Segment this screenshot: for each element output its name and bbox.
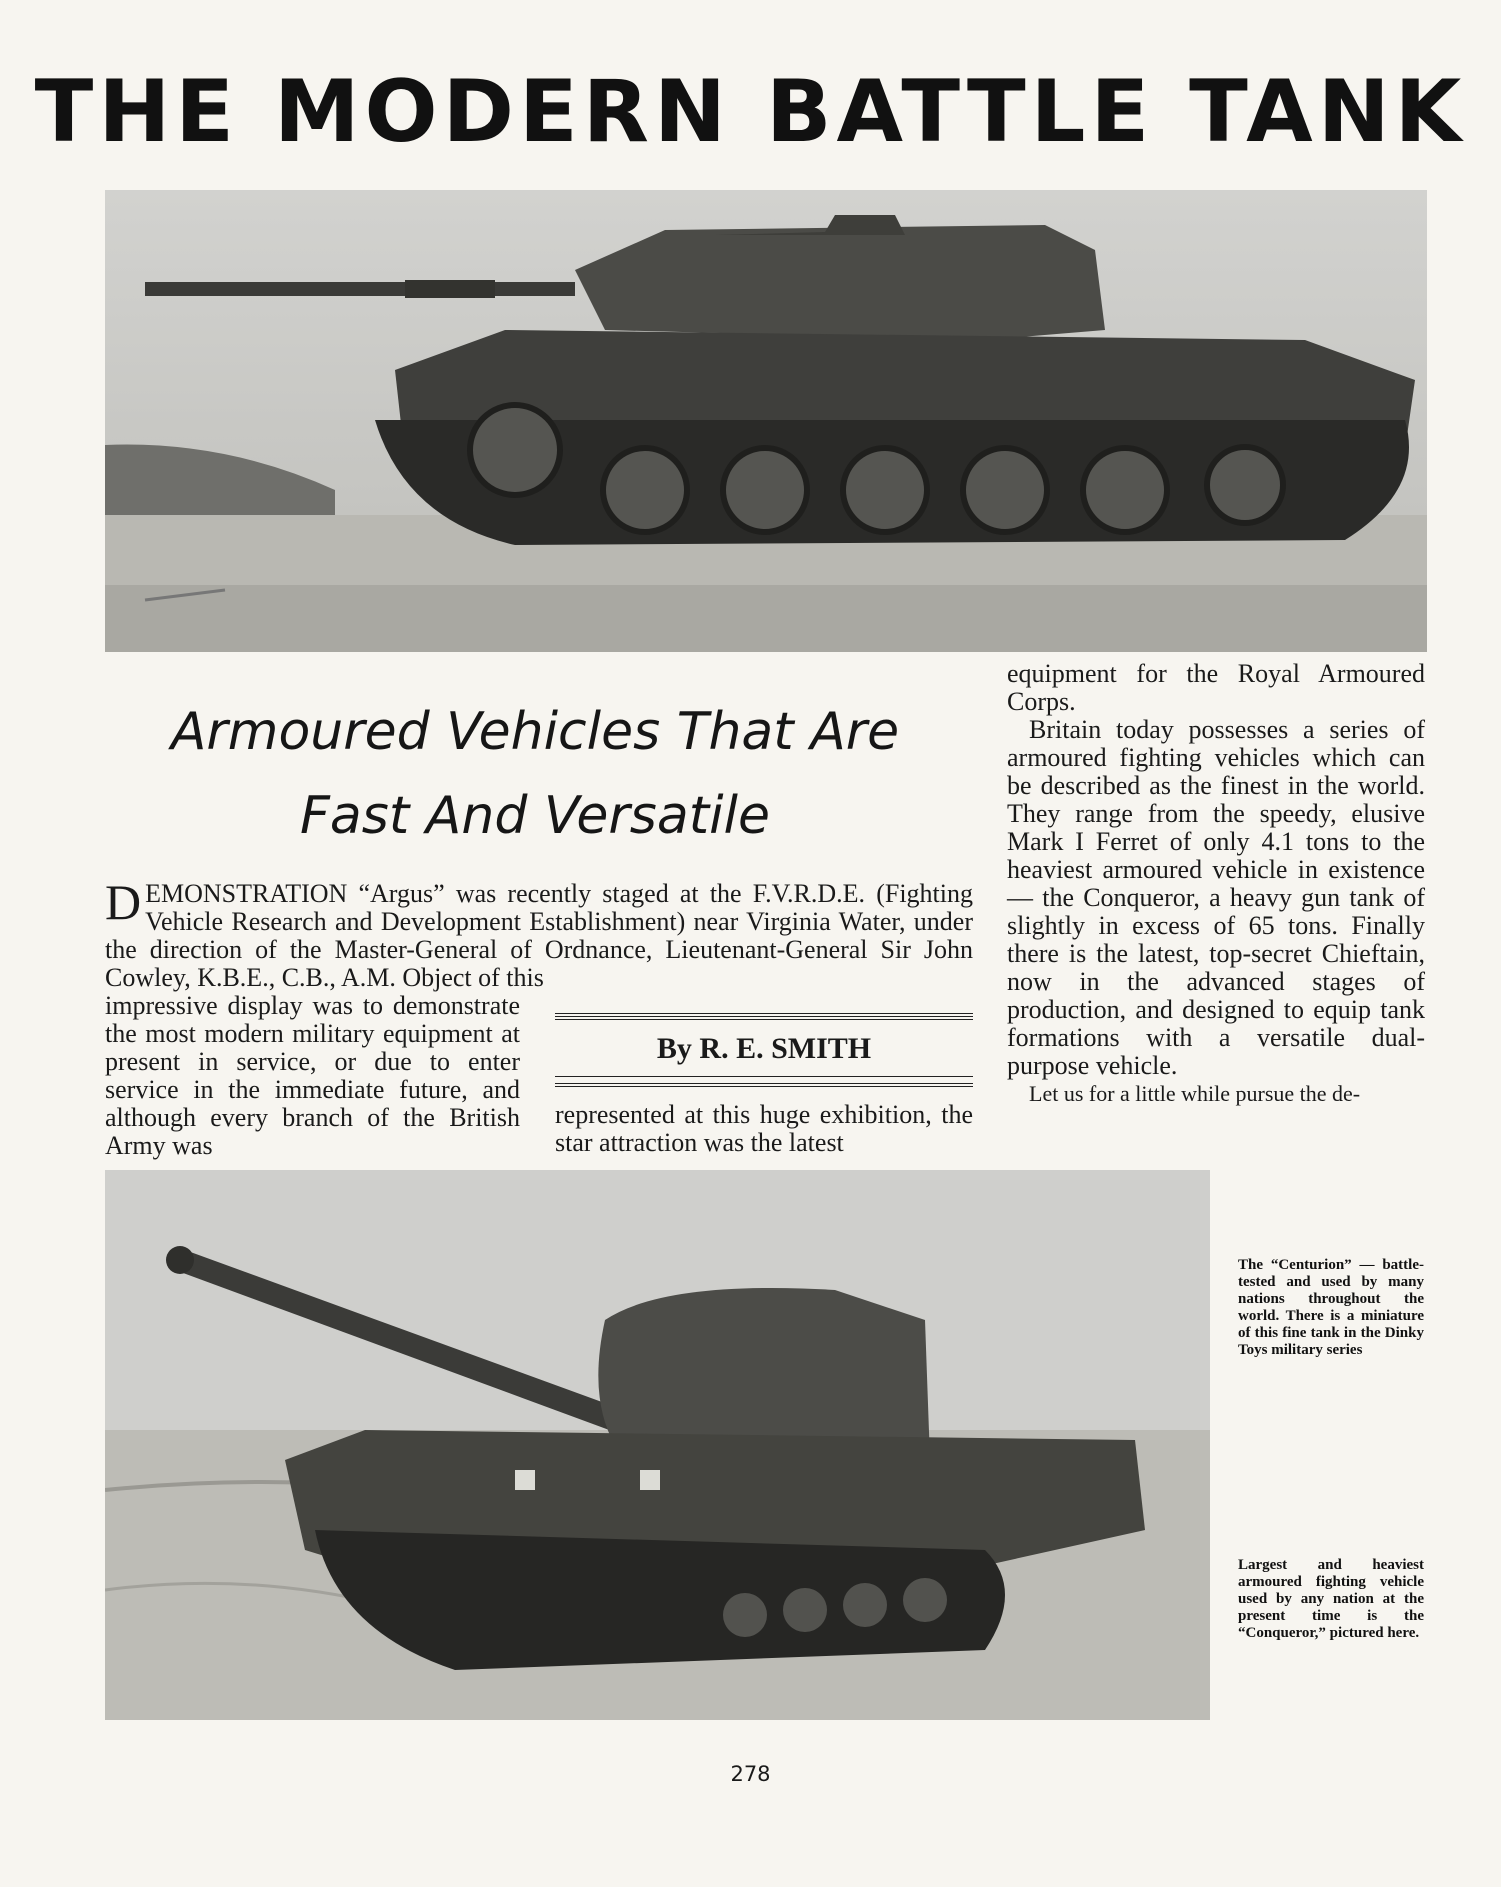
- centurion-tank-photo: [105, 190, 1427, 652]
- byline: [555, 1013, 973, 1087]
- article-column-middle: represented at this huge exhibition, the star attraction was the latest: [555, 1100, 973, 1157]
- page-number: 278: [730, 1762, 771, 1786]
- right-paragraph-1: equipment for the Royal Armoured Corps.: [1007, 659, 1425, 716]
- right-paragraph-3: Let us for a little while pursue the de-: [1029, 1081, 1361, 1106]
- centurion-caption: The “Centurion” — battle-tested and used by many nations throughout the world. There is a miniature of this fine tank in the Dinky Toys military series: [1238, 1257, 1424, 1358]
- conqueror-caption: Largest and heaviest armoured fighting vehicle used by any nation at the present time is the “Conqueror,” pictured here.: [1238, 1557, 1424, 1641]
- conqueror-tank-photo: [105, 1170, 1210, 1720]
- right-paragraph-2: Britain today possesses a series of armoured fighting vehicles which can be described as the finest in the world. They range from the speedy, elusive Mark I Ferret of only 4.1 tons to the heaviest armoured vehicle in existence — the Conqueror, a heavy gun tank of slightly in excess of 65 tons. Finally there is the latest, top-secret Chieftain, now in the advanced stages of production, and designed to equip tank formations with a versatile dual-purpose vehicle.: [1007, 715, 1425, 1080]
- article-intro-paragraph: [105, 874, 973, 992]
- article-column-left: impressive display was to demonstrate the most modern military equipment at present in service, or due to enter service in the immediate future, and although every branch of the British Army was: [105, 991, 520, 1160]
- intro-text: EMONSTRATION “Argus” was recently staged at the F.V.R.D.E. (Fighting Vehicle Research and Development Establishment) near Virginia Water, under the direction of the Master-General of Ordnance, Lieutenant-General Sir John Cowley, K.B.E., C.B., A.M. Object of this: [105, 879, 973, 992]
- article-subtitle-line2: Fast And Versatile: [300, 786, 770, 846]
- drop-cap: D: [105, 874, 142, 930]
- byline-text: By R. E. SMITH: [555, 1019, 973, 1077]
- page-title: THE MODERN BATTLE TANK: [34, 62, 1467, 162]
- article-subtitle-line1: Armoured Vehicles That Are: [170, 702, 900, 762]
- article-column-right: [1007, 660, 1425, 1108]
